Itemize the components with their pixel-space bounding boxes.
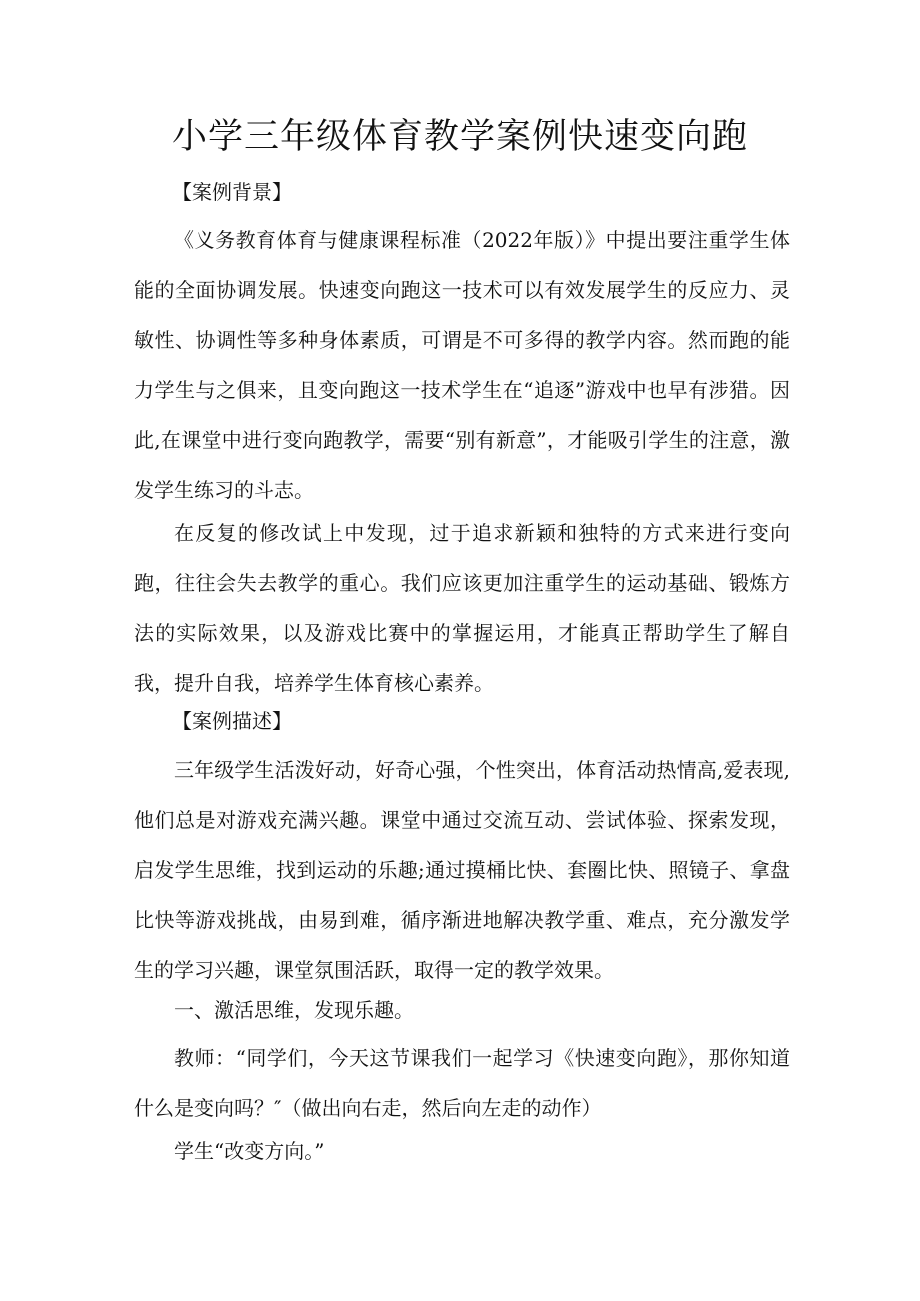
section-heading-description: 【案例描述】: [172, 709, 292, 733]
paragraph-description-1: 三年级学生活泼好动，好奇心强，个性突出，体育活动热情高,爱表现,他们总是对游戏充满兴趣。课堂中通过交流互动、尝试体验、探索发现，启发学生思维，找到运动的乐趣;通过摸桶比快、套圈比快、照镜子、拿盘比快等游戏挑战，由易到难，循序渐进地解决教学重、难点，充分激发学生的学习兴趣，课堂氛围活跃，取得一定的教学效果。: [134, 758, 790, 982]
document-title: 小学三年级体育教学案例快速变向跑: [171, 117, 748, 157]
paragraph-teacher-dialogue: 教师：“同学们，今天这节课我们一起学习《快速变向跑》，那你知道什么是变向吗？″（做出向右走，然后向左走的动作）: [134, 1046, 790, 1120]
student-response: 学生“改变方向。”: [174, 1139, 325, 1163]
paragraph-background-1: 《义务教育体育与健康课程标准（2022年版）》中提出要注重学生体能的全面协调发展。快速变向跑这一技术可以有效发展学生的反应力、灵敏性、协调性等多种身体素质，可谓是不可多得的教学内容。然而跑的能力学生与之俱来，且变向跑这一技术学生在“追逐”游戏中也早有涉猎。因此,在课堂中进行变向跑教学，需要“别有新意”，才能吸引学生的注意，激发学生练习的斗志。: [134, 228, 790, 502]
subheading-activate-thinking: 一、激活思维，发现乐趣。: [174, 998, 414, 1022]
section-heading-background: 【案例背景】: [172, 180, 292, 204]
paragraph-background-2: 在反复的修改试上中发现，过于追求新颖和独特的方式来进行变向跑，往往会失去教学的重心。我们应该更加注重学生的运动基础、锻炼方法的实际效果，以及游戏比赛中的掌握运用，才能真正帮助学生了解自我，提升自我，培养学生体育核心素养。: [134, 521, 790, 695]
